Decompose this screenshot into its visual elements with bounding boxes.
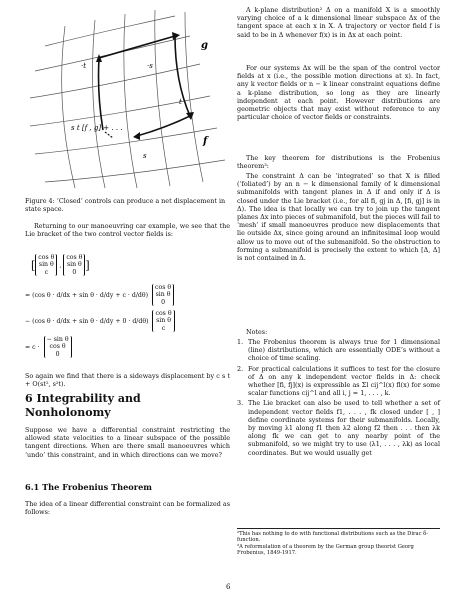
vector-f: cos θ sin θ c bbox=[35, 254, 57, 277]
vector-g: cos θ sin θ 0 bbox=[63, 254, 85, 277]
section-title: 6 Integrability and Nonholonomy bbox=[25, 392, 141, 419]
equation-line-3: = c · bbox=[25, 343, 40, 351]
paragraph-k-plane-distribution: A k-plane distribution² Δ on a manifold X is a smoothly varying choice of a k dimensional linear subspace Δx of the tangent space at each x in X. A trajectory or vector field f is said to be in Δ whenever f(x) is in Δx at each point. bbox=[237, 6, 440, 39]
subsection-title: 6.1 The Frobenius Theorem bbox=[25, 482, 152, 492]
equation-line-1: = (cos θ · d/dx + sin θ · d/dy + c · d/dθ) bbox=[25, 291, 149, 299]
paragraph-formalized: The idea of a linear differential constraint can be formalized as follows: bbox=[25, 500, 230, 517]
notes-list bbox=[237, 338, 440, 457]
vector-r3: − sin θ cos θ 0 bbox=[44, 336, 72, 359]
list-item: 3. The Lie bracket can also be used to tell whether a set of independent vector fields f1, . . . , fk closed under [ , ] define coordinate systems for their submanifolds. Locally, by moving λ1 along f1 then λ2 along f2 then . . . then λk along fk we can get to any nearby point of the submanifold, so we might try to use (λ1, . . . , λk) as local coordinates. But we would usually get bbox=[237, 399, 440, 457]
lie-bracket-equation: [ cos θ sin θ c , cos θ sin θ 0 ] = (cos θ · d/dx + sin θ · d/dy + c · d/dθ) cos θ sin θ 0 − (cos θ · d/dx + sin θ · d/dy + 0 · d/dθ) cos θ sin θ c = c · − sin θ cos θ 0 bbox=[25, 248, 230, 360]
equation-line-2: − (cos θ · d/dx + sin θ · d/dy + 0 · d/dθ) bbox=[25, 317, 149, 325]
label-g: g bbox=[201, 40, 208, 51]
vector-r1: cos θ sin θ 0 bbox=[152, 284, 174, 307]
list-item: 2. For practical calculations it suffices to test for the closure of Δ on any k independent vector fields in Δ: check whether [fi, fj](x) is expressible as Σl cij^l(x) fl(x) for some scalar functions cij^l and all i, j = 1, . . . , k. bbox=[237, 364, 440, 398]
figure-4-diagram bbox=[25, 6, 230, 192]
label-bracket: s t [f , g] + . . . bbox=[71, 124, 123, 132]
label-dot-t: ·t bbox=[81, 62, 87, 70]
label-dot-s: ·s bbox=[147, 62, 153, 70]
footnote-2: ²This has nothing to do with functional distributions such as the Dirac δ-function. bbox=[237, 531, 429, 544]
notes-label: Notes: bbox=[246, 328, 268, 336]
label-f: f bbox=[203, 136, 208, 147]
paragraph-differential-constraint: Suppose we have a differential constraint restricting the allowed state velocities to a linear subspace of the possible tangent directions. When are there small manoeuvres which ‘undo’ this constraint, and in which directions can we move? bbox=[25, 426, 230, 459]
paragraph-frobenius-statement: The constraint Δ can be ‘integrated’ so that X is filled (‘foliated’) by an n − k dimensional family of k dimensional submanifolds with tangent planes in Δ if and only if Δ is closed under the Lie bracket (i.e., for all fi, gj in Δ, [fi, gj] is in Δ). The idea is that locally we can try to join up the tangent planes Δx into pieces of submanifold, but the pieces will fail to ‘mesh’ if small manoeuvres produce new displacements that lie outside Δx, since going around an infinitesimal loop would allow us to move out of the submanifold. So the obstruction to forming a submanifold is precisely the extent to which [Δ, Δ] is not contained in Δ. bbox=[237, 172, 441, 263]
label-s-bottom: s bbox=[143, 152, 147, 160]
paragraph-sideways-displacement: So again we find that there is a sideways displacement by c s t + O(st², s²t). bbox=[25, 372, 230, 389]
paragraph-lie-bracket-intro: Returning to our manoeuvring car example, we see that the Lie bracket of the two control vector fields is: bbox=[25, 222, 230, 239]
list-item: 1. The Frobenius theorem is always true for 1 dimensional (line) distributions, which are essentially ODE’s without a choice of time scaling. bbox=[237, 338, 440, 363]
figure-caption: Figure 4: ‘Closed’ controls can produce a net displacement in state space. bbox=[25, 197, 226, 214]
footnote-3: ³A reformulation of a theorem by the German group theorist Georg Frobenius, 1849-1917. bbox=[237, 543, 414, 557]
vector-r2: cos θ sin θ c bbox=[152, 310, 174, 333]
page-number: 6 bbox=[226, 583, 231, 591]
paragraph-key-theorem: The key theorem for distributions is the Frobenius theorem³: bbox=[237, 154, 440, 171]
footnotes bbox=[237, 528, 440, 557]
label-t-right: t bbox=[179, 98, 182, 106]
paragraph-control-vector-fields: For our systems Δx will be the span of the control vector fields at x (i.e., the possible motion directions at x). In fact, any k vector fields or n − k linear constraint equations define a k-plane distribution, so long as they are linearly independent at each point. However distributions are geometric objects that may exist without reference to any particular choice of vector fields or constraints. bbox=[237, 64, 440, 122]
